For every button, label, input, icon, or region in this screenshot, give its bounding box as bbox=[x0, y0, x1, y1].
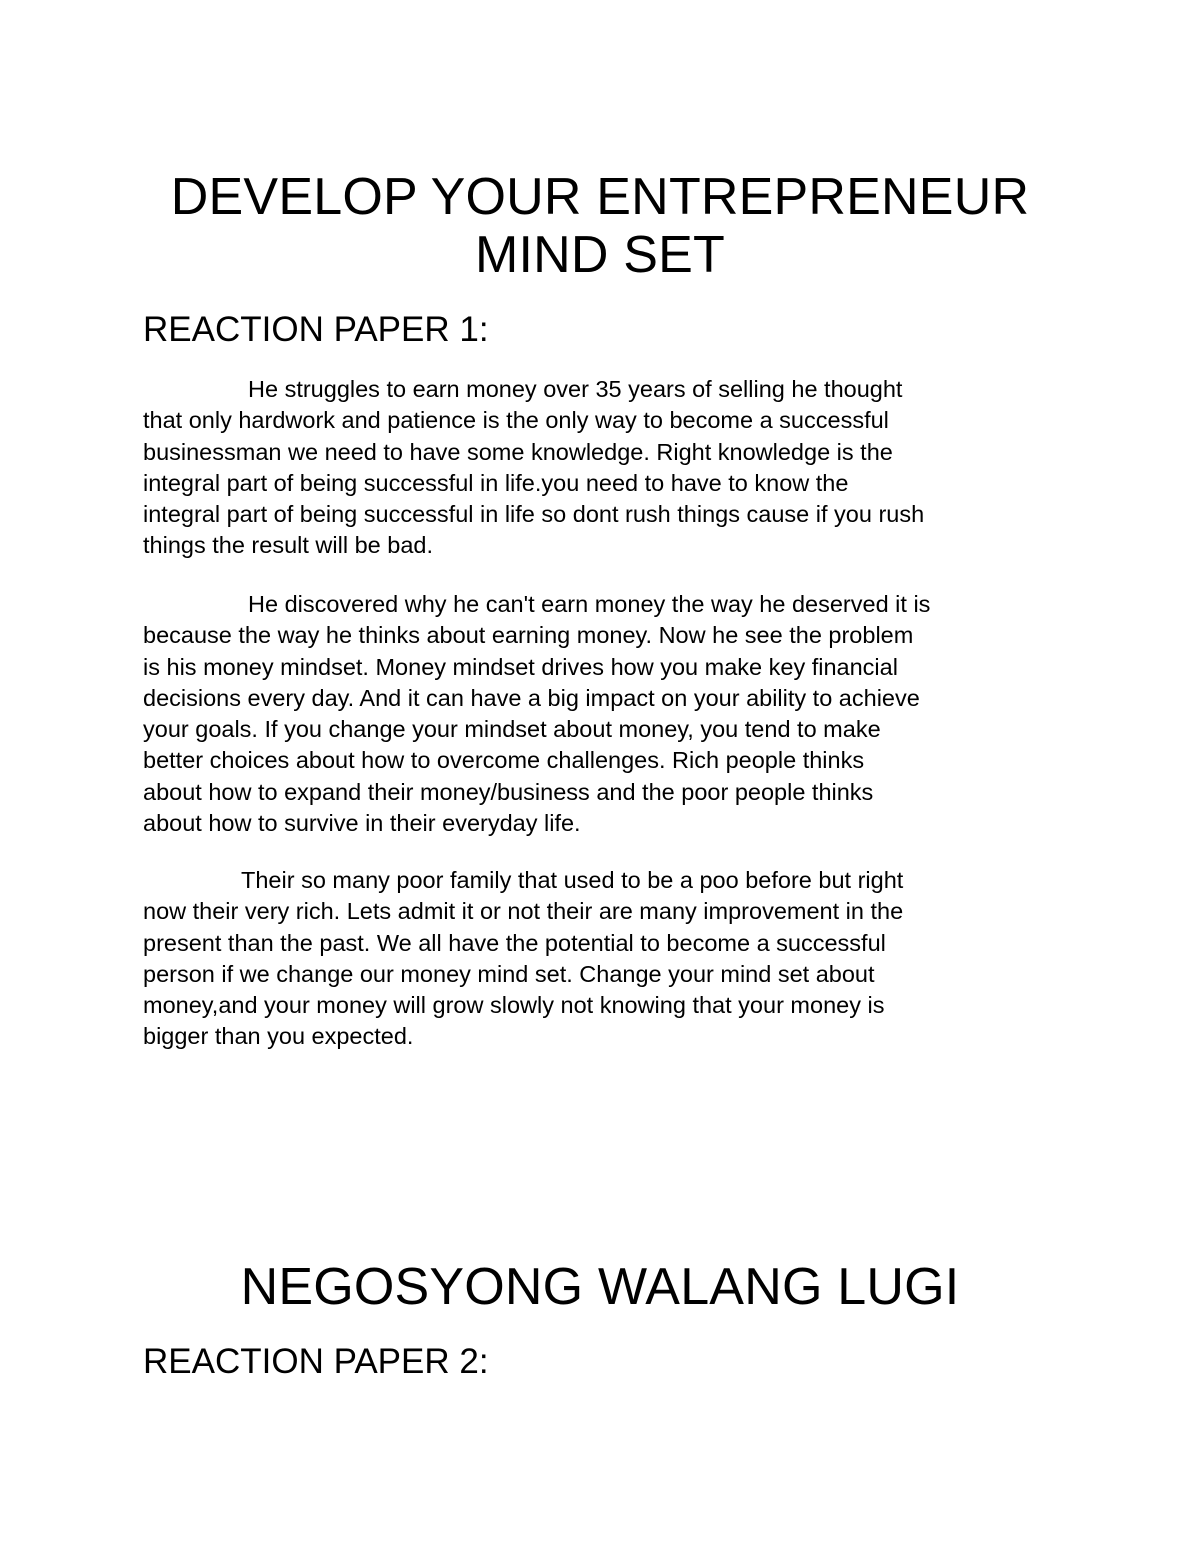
paragraph-2-line: is his money mindset. Money mindset drives how you make key financial bbox=[143, 653, 898, 680]
paragraph-1-line: things the result will be bad. bbox=[143, 532, 433, 559]
paragraph-3-line: present than the past. We all have the potential to become a successful bbox=[143, 929, 886, 956]
paragraph-2 bbox=[143, 589, 1063, 839]
paragraph-2-line: because the way he thinks about earning money. Now he see the problem bbox=[143, 622, 914, 649]
paragraph-2-line: He discovered why he can't earn money the way he deserved it is bbox=[248, 591, 931, 617]
section-1-title-line-2: MIND SET bbox=[474, 226, 726, 284]
paragraph-1-line: businessman we need to have some knowledge. Right knowledge is the bbox=[143, 438, 893, 465]
section-2-title: NEGOSYONG WALANG LUGI bbox=[240, 1258, 960, 1316]
section-1-subheading: REACTION PAPER 1: bbox=[143, 310, 489, 349]
paragraph-1-line: integral part of being successful in life so dont rush things cause if you rush bbox=[143, 501, 925, 528]
paragraph-2-line: decisions every day. And it can have a big impact on your ability to achieve bbox=[143, 684, 920, 711]
paragraph-1-line: He struggles to earn money over 35 years of selling he thought bbox=[248, 376, 903, 402]
paragraph-3-line: bigger than you expected. bbox=[143, 1023, 414, 1050]
paragraph-3-line: now their very rich. Lets admit it or not their are many improvement in the bbox=[143, 898, 904, 925]
paragraph-3-line: Their so many poor family that used to be a poo before but right bbox=[241, 867, 904, 893]
paragraph-3-line: money,and your money will grow slowly not knowing that your money is bbox=[143, 992, 885, 1019]
section-2-subheading: REACTION PAPER 2: bbox=[143, 1342, 489, 1381]
section-1-title-line-1: DEVELOP YOUR ENTREPRENEUR bbox=[170, 168, 1030, 226]
paragraph-1 bbox=[143, 374, 1063, 562]
paragraph-2-line: better choices about how to overcome challenges. Rich people thinks bbox=[143, 747, 865, 774]
paragraph-1-line: that only hardwork and patience is the only way to become a successful bbox=[143, 407, 889, 434]
paragraph-3-line: person if we change our money mind set. Change your mind set about bbox=[143, 960, 875, 987]
paragraph-2-line: your goals. If you change your mindset about money, you tend to make bbox=[143, 716, 881, 743]
section-1-title bbox=[100, 168, 1100, 284]
paragraph-2-line: about how to expand their money/business and the poor people thinks bbox=[143, 778, 874, 805]
paragraph-2-line: about how to survive in their everyday life. bbox=[143, 810, 581, 837]
paragraph-1-line: integral part of being successful in life.you need to have to know the bbox=[143, 469, 849, 496]
paragraph-3 bbox=[143, 865, 1063, 1053]
